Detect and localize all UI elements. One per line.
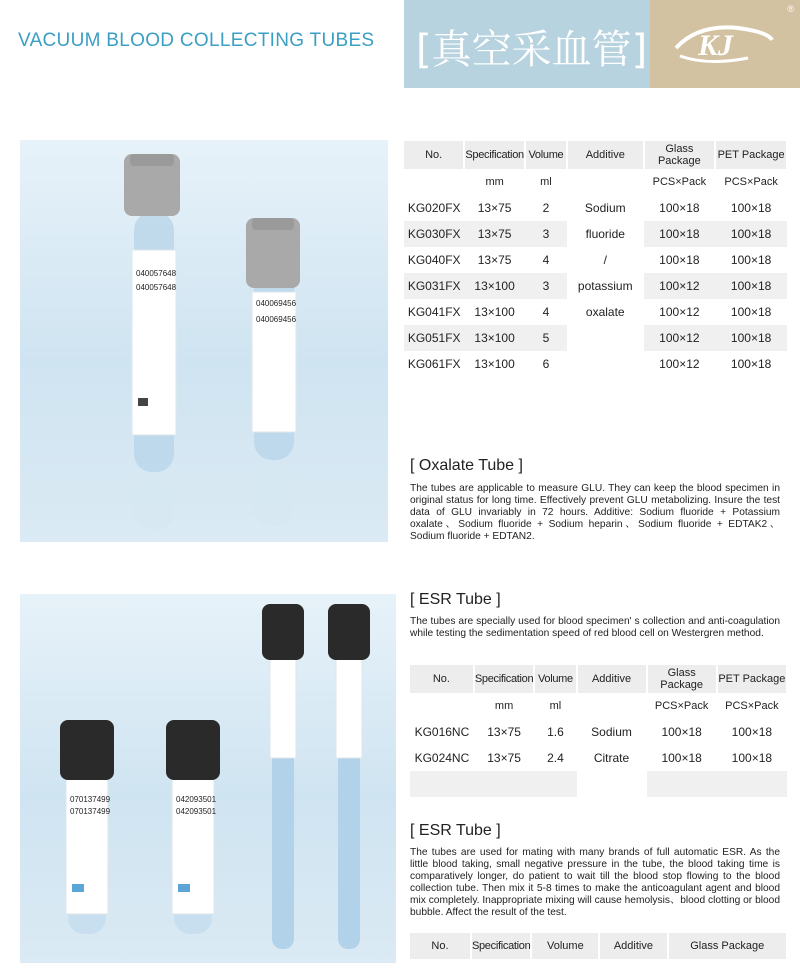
header-title-cn: [真空采血管] xyxy=(416,27,648,73)
col-spec: Specification xyxy=(464,141,524,169)
table-row: KG020FX 13×75 2 Sodium 100×18 100×18 xyxy=(404,195,787,221)
table-units-row: mm ml PCS×Pack PCS×Pack xyxy=(404,169,787,195)
header-logo-panel xyxy=(650,0,800,88)
col-volume: Volume xyxy=(534,665,576,693)
kj-logo xyxy=(668,18,778,68)
oxalate-section-title: [ Oxalate Tube ] xyxy=(410,457,523,474)
esr-section-title-2: [ ESR Tube ] xyxy=(410,822,501,839)
col-no: No. xyxy=(404,141,464,169)
svg-text:042093501: 042093501 xyxy=(176,807,217,816)
product-photo-oxalate-tubes xyxy=(20,140,388,542)
svg-text:042093501: 042093501 xyxy=(176,795,217,804)
table-row: KG024NC 13×75 2.4 Citrate 100×18 100×18 xyxy=(410,745,787,771)
col-glass: Glass Package xyxy=(668,933,788,959)
table-header-row xyxy=(410,665,787,693)
col-no: No. xyxy=(410,933,471,959)
esr-description-2: The tubes are used for mating with many brands of full automatic ESR. As the little blood taking, small negative pressure in the tube, the blood taking time is comparatively longer, do patient to wait till the blood stop flowing to the blood collection tube. Then mix it 5-8 times to make the anticoagulant agent and blood mix completely. Inappropriate mixing will cause hemolysis、blood clotting or blood bubble. Affect the result of the test. xyxy=(410,847,780,918)
table-row: KG031FX 13×100 3 potassium 100×12 100×18 xyxy=(404,273,787,299)
product-photo-esr-tubes xyxy=(20,594,396,963)
esr-spec-table xyxy=(410,665,788,797)
svg-text:040069456: 040069456 xyxy=(256,315,297,324)
grey-cap-tube-short xyxy=(246,218,300,526)
table-row: KG030FX 13×75 3 fluoride 100×18 100×18 xyxy=(404,221,787,247)
page-header xyxy=(0,0,800,88)
col-pet: PET Package xyxy=(715,141,787,169)
black-cap-tube-2 xyxy=(166,720,220,934)
table-row: KG016NC 13×75 1.6 Sodium 100×18 100×18 xyxy=(410,719,787,745)
esr-long-tube-2 xyxy=(328,604,370,949)
col-pet: PET Package xyxy=(717,665,787,693)
registered-mark: ® xyxy=(787,4,794,14)
table-header-row xyxy=(404,141,787,169)
logo-text: KJ xyxy=(698,29,734,62)
header-left-panel xyxy=(0,0,404,88)
table-units-row: mm ml PCS×Pack PCS×Pack xyxy=(410,693,787,719)
col-no: No. xyxy=(410,665,474,693)
table-row: KG061FX 13×100 6 100×12 100×18 xyxy=(404,351,787,377)
black-cap-tube-1 xyxy=(60,720,114,934)
table-row: KG041FX 13×100 4 oxalate 100×12 100×18 xyxy=(404,299,787,325)
table-row: KG051FX 13×100 5 100×12 100×18 xyxy=(404,325,787,351)
esr-section-title-1: [ ESR Tube ] xyxy=(410,591,501,608)
svg-text:070137499: 070137499 xyxy=(70,795,111,804)
col-additive: Additive xyxy=(567,141,644,169)
svg-text:040057648: 040057648 xyxy=(136,269,177,278)
esr-auto-spec-table xyxy=(410,933,788,959)
svg-text:070137499: 070137499 xyxy=(70,807,111,816)
col-spec: Specification xyxy=(471,933,531,959)
col-spec: Specification xyxy=(474,665,534,693)
table-header-row xyxy=(410,933,787,959)
col-glass: Glass Package xyxy=(647,665,717,693)
col-glass: Glass Package xyxy=(644,141,716,169)
tubes-illustration xyxy=(20,140,388,542)
col-additive: Additive xyxy=(577,665,647,693)
col-volume: Volume xyxy=(525,141,567,169)
header-middle-panel xyxy=(404,0,650,88)
svg-text:040069456: 040069456 xyxy=(256,299,297,308)
oxalate-description: The tubes are applicable to measure GLU. They can keep the blood specimen in original status for long time. Effectively prevent GLU metabolizing. Insure the test data of GLU invariably in 72 hours. Additive: Sodium fluoride + Potassium oxalate、Sodium fluoride + Sodium heparin、Sodium fluoride + EDTAK2、Sodium fluoride + EDTAN2. xyxy=(410,483,780,542)
esr-long-tube-1 xyxy=(262,604,304,949)
col-volume: Volume xyxy=(531,933,599,959)
col-additive: Additive xyxy=(599,933,667,959)
oxalate-spec-table xyxy=(404,141,788,377)
esr-tubes-illustration xyxy=(20,594,396,963)
header-title-en: VACUUM BLOOD COLLECTING TUBES xyxy=(18,30,375,51)
grey-cap-tube-tall xyxy=(124,154,180,530)
table-empty-row xyxy=(410,771,787,797)
table-row: KG040FX 13×75 4 / 100×18 100×18 xyxy=(404,247,787,273)
esr-description-1: The tubes are specially used for blood specimen' s collection and anti-coagulation while testing the sedimentation speed of red blood cell on Westergren method. xyxy=(410,616,780,639)
svg-text:040057648: 040057648 xyxy=(136,283,177,292)
